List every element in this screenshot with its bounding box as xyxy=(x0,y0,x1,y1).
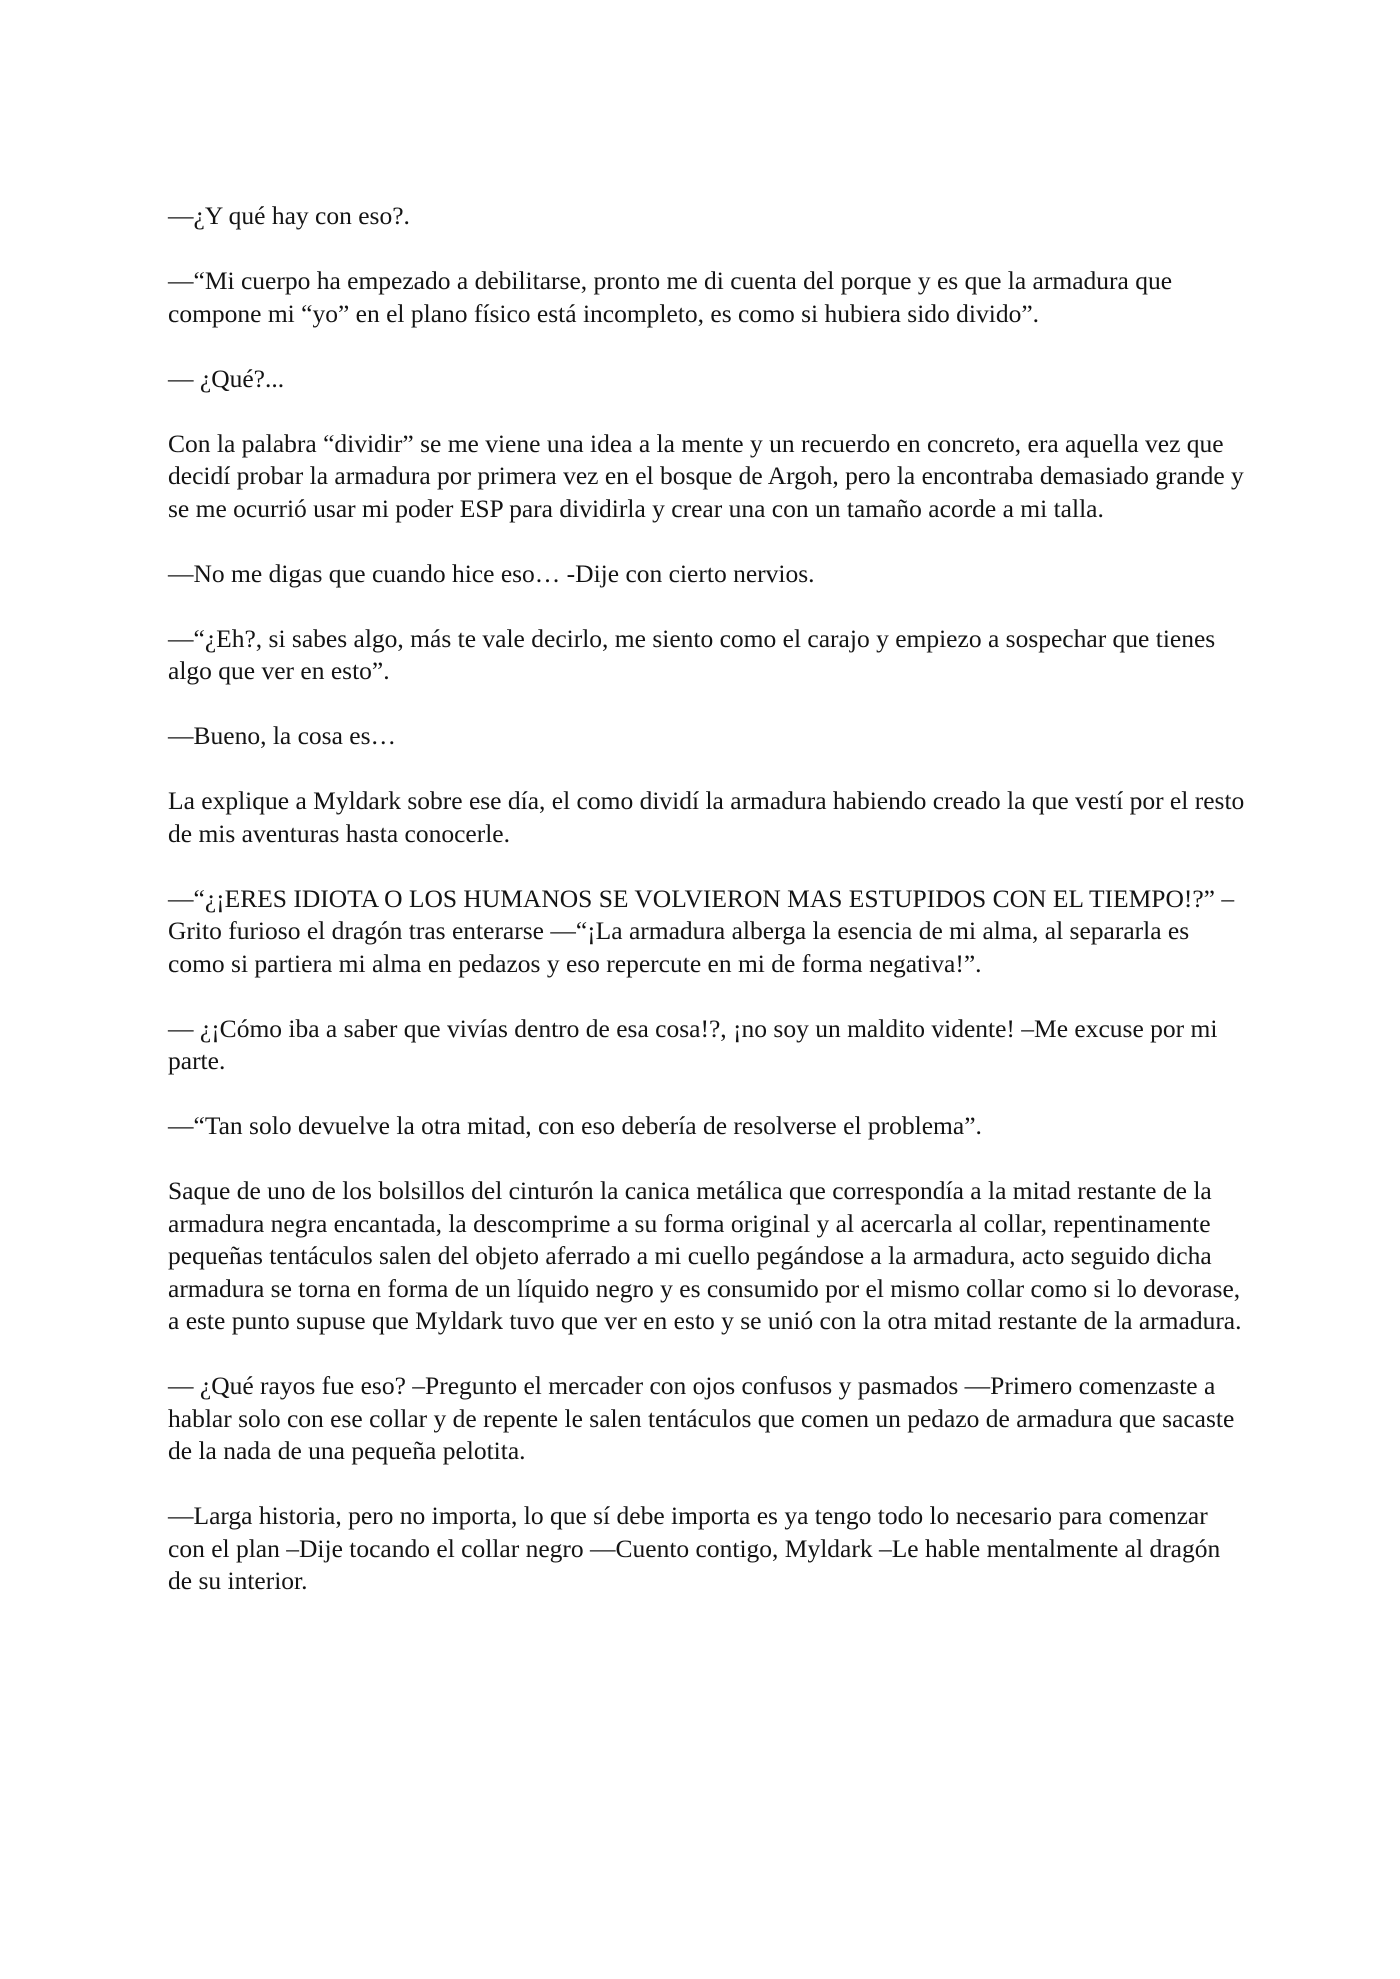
paragraph: Saque de uno de los bolsillos del cinturón la canica metálica que correspondía a la mitad restante de la armadura negra encantada, la descomprime a su forma original y al acercarla al collar, repentinamente pequeñas tentáculos salen del objeto aferrado a mi cuello pegándose a la armadura, acto seguido dicha armadura se torna en forma de un líquido negro y es consumido por el mismo collar como si lo devorase, a este punto supuse que Myldark tuvo que ver en esto y se unió con la otra mitad restante de la armadura. xyxy=(168,1176,1242,1335)
paragraph: —Bueno, la cosa es… xyxy=(168,721,397,750)
paragraph: —“¿Eh?, si sabes algo, más te vale decirlo, me siento como el carajo y empiezo a sospechar que tienes algo que ver en esto”. xyxy=(168,623,1216,685)
paragraph: —“¿¡ERES IDIOTA O LOS HUMANOS SE VOLVIERON MAS ESTUPIDOS CON EL TIEMPO!?” –Grito furioso el dragón tras enterarse —“¡La armadura alberga la esencia de mi alma, al separarla es como si partiera mi alma en pedazos y eso repercute en mi de forma negativa!”. xyxy=(168,883,1235,978)
paragraph: — ¿Qué?... xyxy=(168,363,285,393)
paragraph: Con la palabra “dividir” se me viene una idea a la mente y un recuerdo en concreto, era aquella vez que decidí probar la armadura por primera vez en el bosque de Argoh, pero la encontraba demasiado grande y se me ocurrió usar mi poder ESP para dividirla y crear una con un tamaño acorde a mi talla. xyxy=(168,428,1244,523)
paragraph: —“Mi cuerpo ha empezado a debilitarse, pronto me di cuenta del porque y es que la armadura que compone mi “yo” en el plano físico está incompleto, es como si hubiera sido divido”. xyxy=(168,266,1173,328)
paragraph: —Larga historia, pero no importa, lo que sí debe importa es ya tengo todo lo necesario para comenzar con el plan –Dije tocando el collar negro —Cuento contigo, Myldark –Le hable mentalmente al dragón de su interior. xyxy=(168,1501,1221,1595)
paragraph: — ¿Qué rayos fue eso? –Pregunto el mercader con ojos confusos y pasmados —Primero comenzaste a hablar solo con ese collar y de repente le salen tentáculos que comen un pedazo de armadura que sacaste de la nada de una pequeña pelotita. xyxy=(168,1371,1235,1465)
paragraph: — ¿¡Cómo iba a saber que vivías dentro de esa cosa!?, ¡no soy un maldito vidente! –Me excuse por mi parte. xyxy=(168,1013,1218,1075)
paragraph: —¿Y qué hay con eso?. xyxy=(168,201,410,230)
paragraph: La explique a Myldark sobre ese día, el como dividí la armadura habiendo creado la que vestí por el resto de mis aventuras hasta conocerle. xyxy=(168,786,1245,848)
document-body xyxy=(168,200,1248,1630)
paragraph: —No me digas que cuando hice eso… -Dije con cierto nervios. xyxy=(168,558,815,588)
paragraph: —“Tan solo devuelve la otra mitad, con eso debería de resolverse el problema”. xyxy=(168,1111,982,1140)
